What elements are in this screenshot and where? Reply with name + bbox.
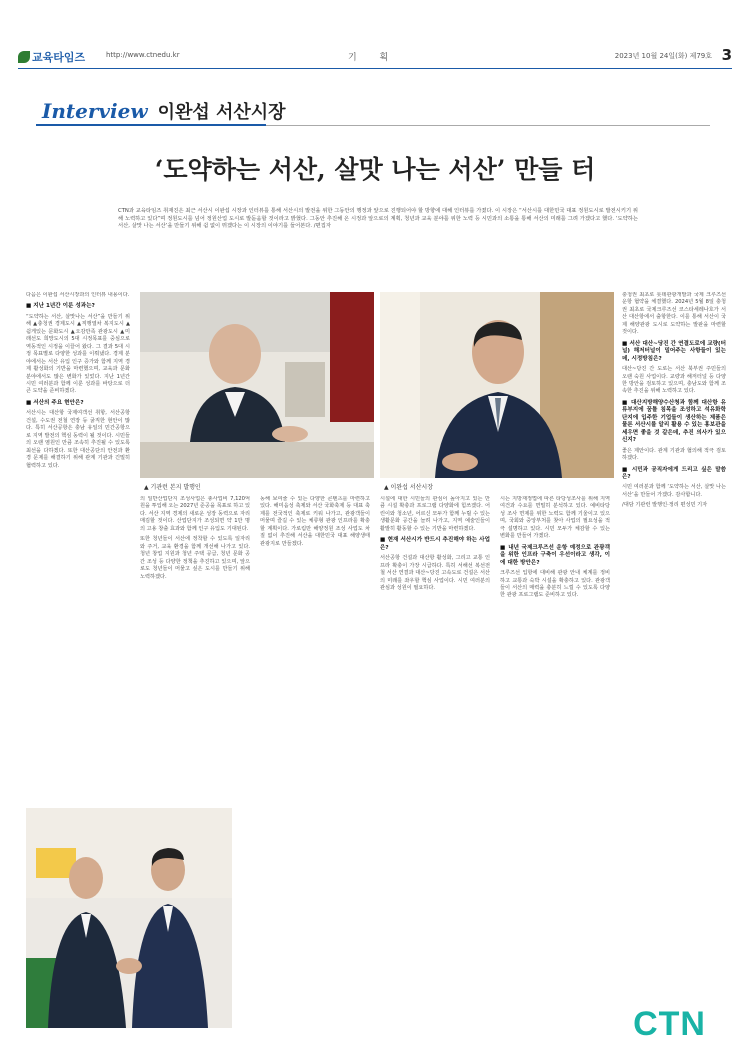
article-column-1	[26, 292, 130, 804]
article-paragraph: 의 일반산업단지 조성사업은 총사업비 7,120억 원을 투입해 오는 2027년 준공을 목표로 하고 있다. 서산 지역 경제의 새로운 성장 동력으로 자리매김할 것이다. 산업단지가 조성되면 약 1만 명의 고용 창출 효과와 함께 인구 유입도 기대된다.	[140, 496, 250, 532]
page-header	[18, 46, 732, 68]
article-column-2	[140, 496, 250, 1026]
photo-mayor	[380, 292, 614, 478]
label-rule	[266, 125, 710, 126]
photo-interviewer	[140, 292, 374, 478]
article-paragraph: 시설에 대한 시민들의 관심이 높아지고 있는 만큼 시설 확충과 프로그램 다양화에 힘쓰겠다. 어린이와 청소년, 어르신 모두가 함께 누릴 수 있는 생활문화 공간을 늘려 나가고, 지역 예술인들이 활발히 활동할 수 있는 기반을 마련하겠다.	[380, 496, 490, 532]
lead-paragraph: CTN과 교육타임즈 취재진은 최근 서산시 이완섭 시장과 인터뷰를 통해 서산시의 발전을 위한 그동안의 행정과 앞으로 진행되어야 할 방향에 대해 인터뷰를 가졌다. 이 시장은 “서산시를 대한민국 대표 정원도시로 발전시키기 위해 노력하고 있다”며 정원도시를 넘어 정원산업 도시로 발돋움할 것이라고 밝혔다. 그동안 추진해 온 시정과 앞으로의 계획, 청년과 교육 분야를 위한 노력 등 시민과의 소통을 통해 서산의 미래를 그려 가겠다고 했다. ‘도약하는 서산, 살맛 나는 서산’을 만들기 위해 쉼 없이 뛰겠다는 이 시장의 이야기를 들어본다. /편집자	[118, 208, 638, 230]
article-paragraph: 크루즈선 입항에 대비해 관광 안내 체계를 정비하고 교통과 숙박 시설을 확충하고 있다. 관광객들이 서산의 매력을 충분히 느낄 수 있도록 다양한 관광 프로그램도 준비하고 있다.	[500, 570, 610, 599]
photo-caption: ▲ 기관런 본지 발행인	[144, 484, 201, 491]
article-paragraph: /대담 기관런 발행인·정리 편성민 기자	[622, 502, 708, 509]
article-paragraph: 또한 청년들이 서산에 정착할 수 있도록 일자리와 주거, 교육 환경을 함께 개선해 나가고 있다. 청년 창업 지원과 청년 주택 공급, 청년 문화 공간 조성 등 다양한 정책을 추진하고 있으며, 앞으로도 청년들이 머물고 싶은 도시를 만들기 위해 노력하겠다.	[140, 536, 250, 580]
interviewee-name: 이완섭 서산시장	[157, 102, 286, 123]
headline: ‘도약하는 서산, 살맛 나는 서산’ 만들 터	[154, 155, 596, 184]
interview-label	[42, 98, 286, 124]
question-heading: ■ 내년 국제크루즈선 운항 예정으로 관광객을 위한 인프라 구축이 우선이라고 생각, 이에 대한 방안은?	[500, 544, 610, 566]
article-paragraph: 시민 여러분과 함께 ‘도약하는 서산, 살맛 나는 서산’을 만들어 가겠다. 감사합니다.	[622, 484, 726, 498]
ctn-logo: CTN	[633, 1005, 706, 1043]
leaf-icon	[18, 51, 30, 63]
article-column-3	[260, 496, 370, 1026]
interview-word: Interview	[42, 99, 148, 123]
article-column-5	[500, 496, 610, 1026]
section-label: 기 획	[348, 53, 399, 63]
article-paragraph: 서산시는 대산항 국제여객선 취항, 서산공항 건설, 수도권 전철 연장 등 굵직한 현안이 많다. 특히 서산공항은 충남 유일의 민간공항으로 지역 발전의 핵심 동력이 될 것이다. 시민들의 오랜 염원인 만큼 조속히 추진될 수 있도록 최선을 다하겠다. 또한 대산공단의 안전과 환경 문제를 해결하기 위해 관계 기관과 긴밀히 협력하고 있다.	[26, 410, 130, 469]
question-heading: ■ 현재 서산시가 반드시 추진해야 하는 사업은?	[380, 537, 490, 551]
article-paragraph: 좋은 제안이다. 관계 기관과 협의해 적극 검토하겠다.	[622, 447, 726, 462]
photo-caption: ▲ 이완섭 서산시장	[384, 484, 434, 491]
article-paragraph: 대산~당진 간 도로는 서산 북부권 주민들의 오랜 숙원 사업이다. 교량과 해저터널 등 다양한 방안을 검토하고 있으며, 충남도와 함께 조속한 추진을 위해 노력하고 있다.	[622, 366, 726, 395]
article-paragraph: “도약하는 서산, 살맛나는 서산”을 만들기 위해 ▲충청권 경제도시 ▲직행열차 복지도시 ▲쉼게있는 문화도시 ▲오감만족 관광도시 ▲미래선도 희망도시의 5대 시정목표를 중심으로 역동적인 시정을 이끌어 왔다. 그 결과 5대 시정 목표별로 다양한 성과를 이뤄냈다. 경제 분야에서는 서산 유입 인구 증가와 함께 지역 경제 활성화의 기반을 마련했으며, 교육과 문화 분야에서도 많은 변화가 있었다. 지난 1년간 시민 여러분과 함께 이룬 성과를 바탕으로 더 큰 도약을 준비하겠다.	[26, 313, 130, 395]
article-paragraph: 다음은 이완섭 서산시장과의 인터뷰 내용이다.	[26, 292, 130, 298]
page-number: 3	[721, 46, 732, 64]
site-url[interactable]: http://www.ctnedu.kr	[106, 51, 180, 59]
article-paragraph: 동해 보여줄 수 있는 다양한 콘텐츠를 마련하고 있다. 해미읍성 축제와 서산 국화축제 등 대표 축제를 전국적인 축제로 키워 나가고, 관광객들이 머물며 즐길 수 있는 체류형 관광 인프라를 확충할 계획이다. 가로림만 해양정원 조성 사업도 차질 없이 추진해 서산을 대한민국 대표 해양생태 관광지로 만들겠다.	[260, 496, 370, 547]
label-underline	[36, 124, 266, 126]
masthead-logo[interactable]: 교육타임즈	[18, 49, 85, 65]
question-heading: ■ 서산의 주요 현안은?	[26, 399, 84, 406]
issue-date: 2023년 10월 24일(화) 제79호	[614, 52, 712, 60]
question-heading: ■ 시민과 공직자에게 드리고 싶은 말씀은?	[622, 466, 726, 480]
article-column-6	[622, 292, 726, 997]
header-rule	[18, 68, 732, 69]
question-heading: ■ 서산 대산~당진 간 연결도로에 교량(터널) 해저터널이 밀어주는 사항들이 있는데, 시정방침은?	[622, 340, 726, 362]
article-column-4	[380, 496, 490, 1026]
question-heading: ■ 대산지방해양수산청과 함께 대산항 유류부지에 꿈틀 침목을 조성하고 석유화학 단지에 입주한 기업들이 생산하는 제품은 물론 서산시를 알리 활용 수 있는 홍보관을 세우면 좋을 것 같은데, 추진 의사가 있으신지?	[622, 399, 726, 444]
article-paragraph: 충청권 최초로 롯데관광개발과 국제 크루즈선 운항 협약을 체결했다. 2024년 5월 8일 충청권 최초로 국제크루즈선 코스타세레나호가 서산 대산항에서 출항한다. 이를 통해 서산이 국제 해양관광 도시로 도약하는 발판을 마련할 것이다.	[622, 292, 726, 336]
article-paragraph: 서산공항 건설과 대산항 활성화, 그리고 교통 인프라 확충이 가장 시급하다. 특히 서해선 복선전철 서산 연결과 대산~당진 고속도로 건설은 서산의 미래를 좌우할 핵심 사업이다. 시민 여러분의 관심과 성원이 필요하다.	[380, 555, 490, 591]
question-heading: ■ 지난 1년간 이룬 성과는?	[26, 303, 95, 310]
article-paragraph: 시는 지방재정법에 따른 타당성조사를 위해 지역 여건과 수요를 면밀히 분석하고 있다. 예비타당성 조사 면제를 위한 노력도 함께 기울이고 있으며, 국회와 중앙부처를 찾아 사업의 필요성을 적극 설명하고 있다. 시민 모두가 체감할 수 있는 변화를 만들어 가겠다.	[500, 496, 610, 540]
